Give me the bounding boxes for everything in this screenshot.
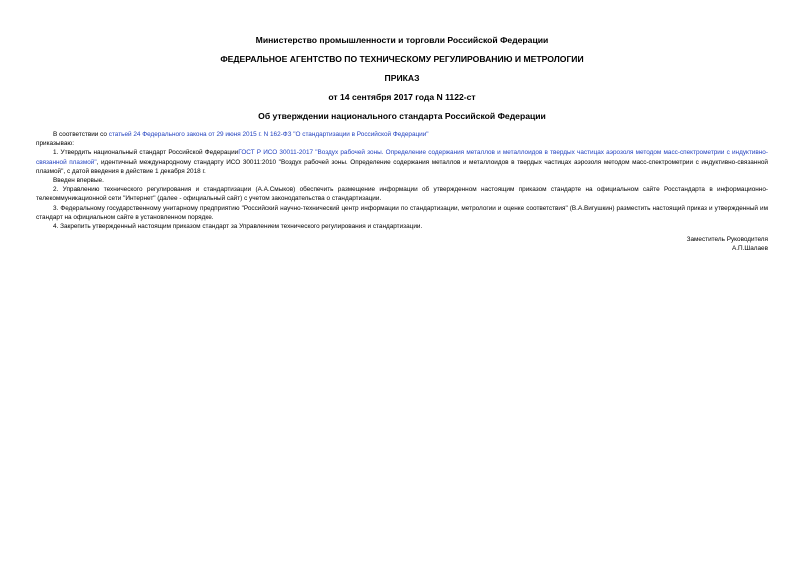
signatory-title: Заместитель Руководителя — [686, 236, 768, 244]
order-title: ПРИКАЗ — [384, 73, 420, 83]
item-4-paragraph: 4. Закрепить утвержденный настоящим приказом стандарт за Управлением технического регулирования и стандартизации. — [53, 223, 423, 231]
intro-prefix: В соответствии со — [53, 131, 109, 138]
order-document — [36, 30, 768, 254]
item-1-paragraph — [36, 148, 768, 176]
item-3-paragraph: 3. Федеральному государственному унитарному предприятию "Российский научно-технический центр информации по стандартизации, метрологии и оценке соответствия" (В.А.Вигушкин) разместить настоящий приказ и утвержденный им стандарт на официальном сайте в установленном порядке. — [36, 204, 768, 221]
ministry-heading: Министерство промышленности и торговли Российской Федерации — [255, 35, 549, 45]
agency-heading: ФЕДЕРАЛЬНОЕ АГЕНТСТВО ПО ТЕХНИЧЕСКОМУ РЕГУЛИРОВАНИЮ И МЕТРОЛОГИИ — [220, 54, 584, 64]
command-word: приказываю: — [36, 140, 74, 148]
order-subject: Об утверждении национального стандарта Российской Федерации — [258, 111, 546, 121]
item-1-suffix: , идентичный международному стандарту ИСО 30011:2010 "Воздух рабочей зоны. Определение содержания металлов и металлоидов в твердых частицах аэрозоля методом масс-спектрометрии с индуктивно-связанной плазмой", с датой введения в действие 1 декабря 2018 г. — [36, 158, 768, 175]
introduced-first-note: Введен впервые. — [53, 177, 104, 185]
intro-paragraph — [36, 130, 768, 139]
federal-law-link[interactable]: статьей 24 Федерального закона от 29 июня 2015 г. N 162-ФЗ "О стандартизации в Российской Федерации" — [108, 131, 429, 138]
order-date-number: от 14 сентября 2017 года N 1122-ст — [328, 92, 476, 102]
item-1-prefix: 1. Утвердить национальный стандарт Российской Федерации — [53, 149, 239, 157]
order-body — [36, 130, 768, 254]
gost-standard-link[interactable]: ГОСТ Р ИСО 30011-2017 "Воздух рабочей зоны. Определение содержания металлов и металлоидов в твердых частицах аэрозоля методом масс-спектрометрии с индуктивно-связанной плазмой" — [36, 149, 768, 166]
signatory-name: А.П.Шалаев — [731, 245, 768, 253]
item-2-paragraph: 2. Управлению технического регулирования и стандартизации (А.А.Смыков) обеспечить размещение информации об утвержденном настоящим приказом стандарте на официальном сайте Росстандарта в информационно-телекоммуникационной сети "Интернет" (далее - официальный сайт) с учетом законодательства о стандартизации. — [36, 186, 768, 203]
